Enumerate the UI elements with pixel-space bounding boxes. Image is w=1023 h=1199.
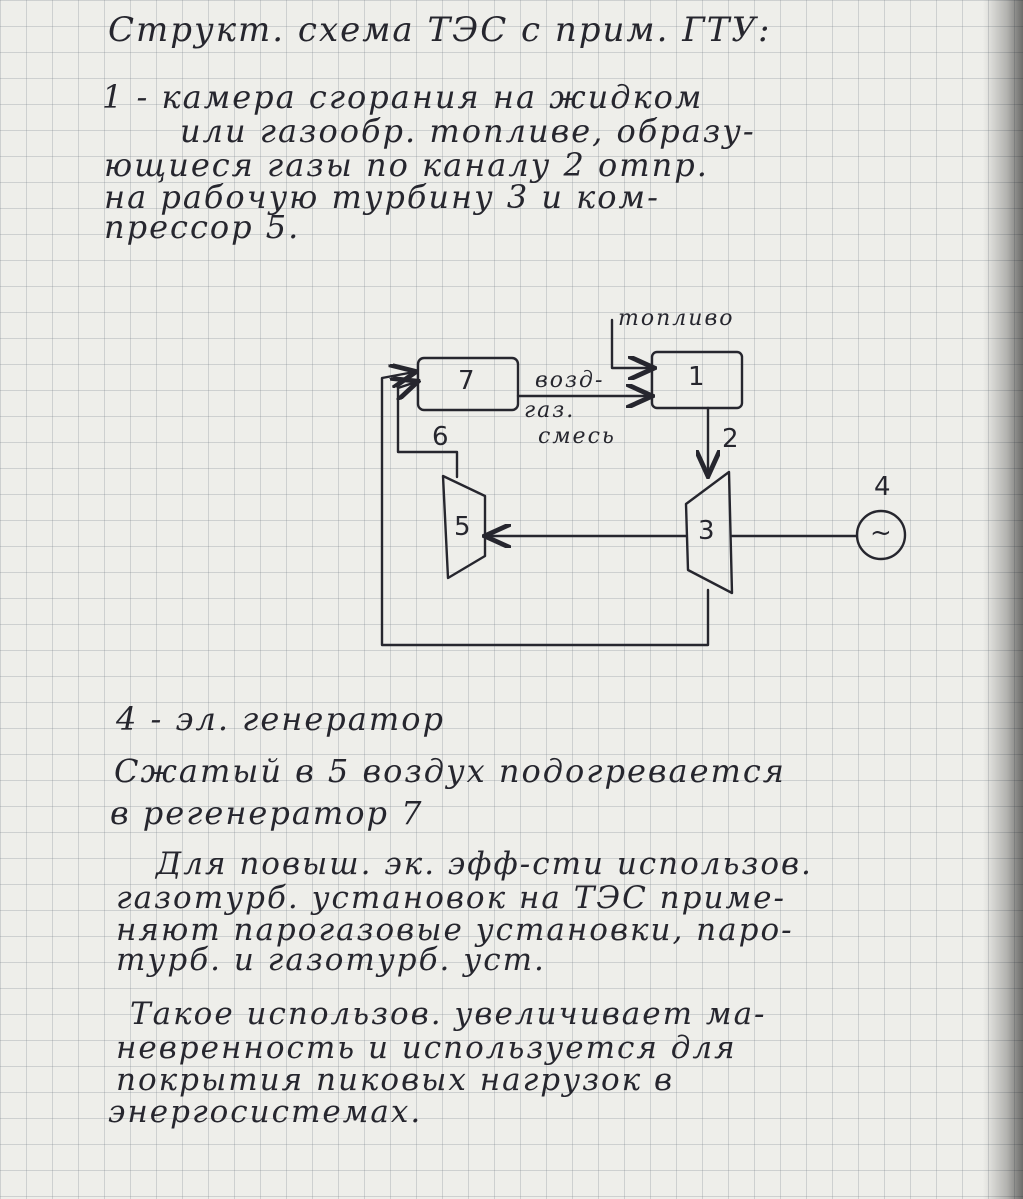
block-5-label: 5 xyxy=(454,512,473,542)
conclusion-line-2: невренность и используется для xyxy=(116,1030,737,1066)
page-title: Структ. схема ТЭС с прим. ГТУ: xyxy=(108,10,772,50)
efficiency-line-1: Для повыш. эк. эфф-сти использов. xyxy=(156,846,813,882)
label-2: 2 xyxy=(722,424,741,454)
air-gas-label-1: возд- xyxy=(535,368,605,393)
description-line-2: или газообр. топливе, образу- xyxy=(180,112,756,150)
block-3-label: 3 xyxy=(698,516,717,546)
fuel-label: топливо xyxy=(618,306,735,331)
conclusion-line-3: покрытия пиковых нагрузок в xyxy=(116,1062,675,1098)
efficiency-line-4: турб. и газотурб. уст. xyxy=(116,942,546,978)
description-line-4: на рабочую турбину 3 и ком- xyxy=(104,178,660,216)
generator-symbol: ~ xyxy=(870,518,894,548)
efficiency-line-2: газотурб. установок на ТЭС приме- xyxy=(116,880,786,916)
efficiency-line-3: няют парогазовые установки, паро- xyxy=(116,912,794,948)
compressed-air-line-2: в регенератор 7 xyxy=(110,794,424,832)
label-4: 4 xyxy=(874,472,893,502)
air-gas-label-3: смесь xyxy=(538,424,616,449)
conclusion-line-1: Такое использов. увеличивает ма- xyxy=(130,996,767,1032)
conclusion-line-4: энергосистемах. xyxy=(108,1094,423,1130)
block-1-label: 1 xyxy=(688,362,707,392)
air-gas-label-2: газ. xyxy=(524,398,576,423)
compressed-air-line-1: Сжатый в 5 воздух подогревается xyxy=(114,752,786,790)
label-6: 6 xyxy=(432,422,451,452)
description-line-3: ющиеся газы по каналу 2 отпр. xyxy=(104,146,709,184)
block-7-label: 7 xyxy=(458,366,477,396)
description-line-1: 1 - камера сгорания на жидком xyxy=(102,78,704,116)
item-4-generator: 4 - эл. генератор xyxy=(116,700,445,738)
description-line-5: прессор 5. xyxy=(104,208,301,246)
